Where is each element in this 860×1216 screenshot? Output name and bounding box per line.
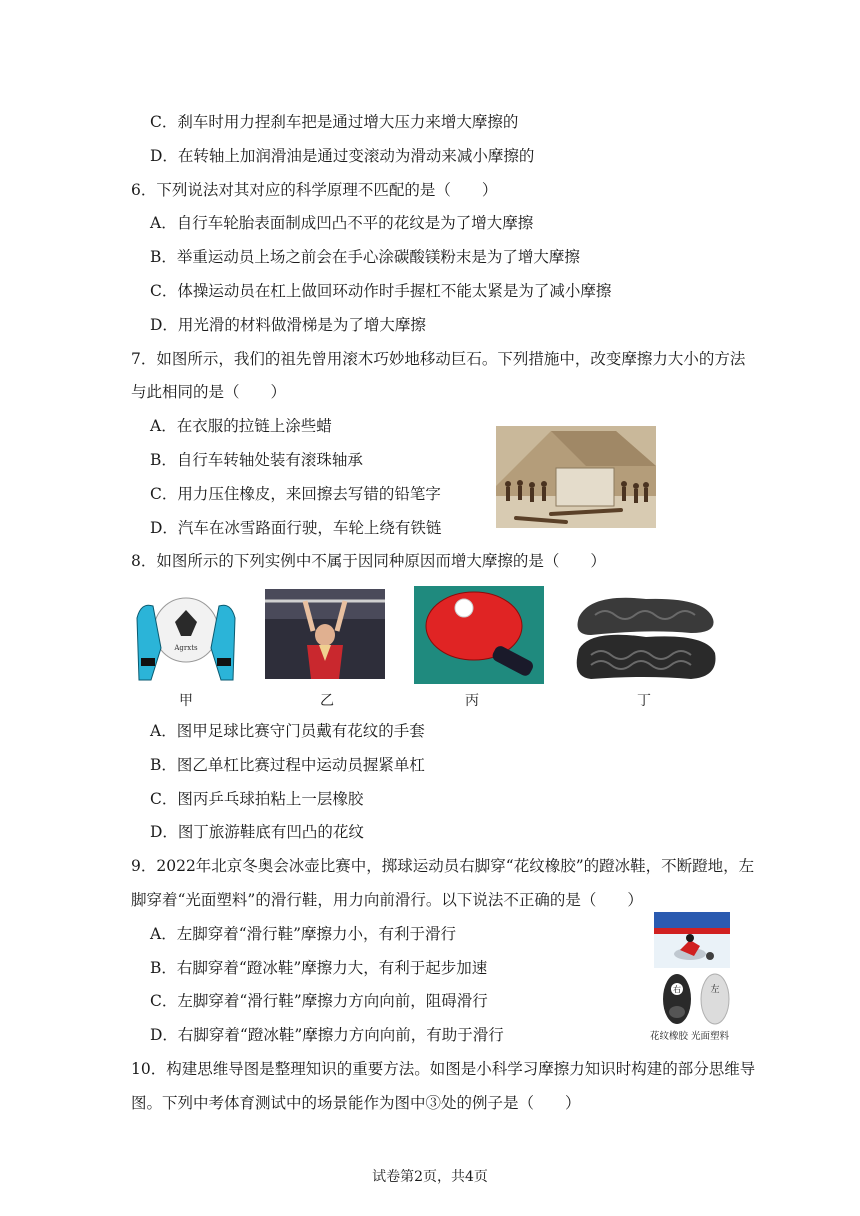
q7-stem-line1: 7．如图所示，我们的祖先曾用滚木巧妙地移动巨石。下列措施中，改变摩擦力大小的方法 (131, 350, 746, 368)
q6-stem: 6．下列说法对其对应的科学原理不匹配的是（ ） (131, 181, 498, 199)
rubber-sole-shoe-image (660, 972, 694, 1026)
q9-option-b: B．右脚穿着“蹬冰鞋”摩擦力大，有利于起步加速 (150, 959, 488, 977)
image-caption-jia: 甲 (179, 693, 193, 709)
q8-stem: 8．如图所示的下列实例中不属于因同种原因而增大摩擦的是（ ） (131, 552, 606, 570)
q5-option-d: D．在转轴上加润滑油是通过变滚动为滑动来减小摩擦的 (150, 147, 535, 165)
q9-option-c: C．左脚穿着“滑行鞋”摩擦力方向向前，阻碍滑行 (150, 992, 488, 1010)
image-caption-bing: 丙 (465, 693, 479, 709)
table-tennis-paddle-image (414, 586, 544, 684)
page-footer: 试卷第2页，共4页 (372, 1169, 488, 1185)
q6-option-d: D．用光滑的材料做滑梯是为了增大摩擦 (150, 316, 426, 334)
q6-option-b: B．举重运动员上场之前会在手心涂碳酸镁粉末是为了增大摩擦 (150, 248, 580, 266)
q10-stem-line1: 10．构建思维导图是整理知识的重要方法。如图是小科学习摩擦力知识时构建的部分思维导 (131, 1060, 756, 1078)
q7-option-a: A．在衣服的拉链上涂些蜡 (150, 417, 332, 435)
image-caption-ding: 丁 (637, 693, 651, 709)
q9-stem-line2: 脚穿着“光面塑料”的滑行鞋，用力向前滑行。以下说法不正确的是（ ） (131, 891, 643, 909)
q10-stem-line2: 图。下列中考体育测试中的场景能作为图中③处的例子是（ ） (131, 1094, 581, 1112)
q8-option-a: A．图甲足球比赛守门员戴有花纹的手套 (150, 722, 425, 740)
q7-stem-line2: 与此相同的是（ ） (131, 383, 287, 401)
image-caption-yi: 乙 (320, 693, 334, 709)
q8-option-c: C．图丙乒乓球拍粘上一层橡胶 (150, 790, 364, 808)
q8-option-b: B．图乙单杠比赛过程中运动员握紧单杠 (150, 756, 425, 774)
q7-option-c: C．用力压住橡皮，来回擦去写错的铅笔字 (150, 485, 441, 503)
q6-option-c: C．体操运动员在杠上做回环动作时手握杠不能太紧是为了减小摩擦 (150, 282, 612, 300)
left-shoe-char: 左 (710, 985, 720, 995)
rolling-logs-pyramid-image (496, 426, 656, 528)
q9-option-a: A．左脚穿着“滑行鞋”摩擦力小，有利于滑行 (150, 925, 457, 943)
q5-option-c: C．刹车时用力捏刹车把是通过增大压力来增大摩擦的 (150, 113, 519, 131)
shoe-image-caption: 花纹橡胶 光面塑料 (650, 1031, 730, 1042)
ball-brand-text: Agrxts (174, 644, 198, 652)
q7-option-d: D．汽车在冰雪路面行驶，车轮上绕有铁链 (150, 519, 442, 537)
goalkeeper-gloves-image (133, 588, 239, 686)
shoe-sole-image (571, 589, 721, 685)
q7-option-b: B．自行车转轴处装有滚珠轴承 (150, 451, 363, 469)
q9-stem-line1: 9．2022年北京冬奥会冰壶比赛中，掷球运动员右脚穿“花纹橡胶”的蹬冰鞋，不断蹬地，左 (131, 857, 755, 875)
plastic-sole-shoe-image (698, 972, 732, 1026)
high-bar-gymnast-image (265, 589, 385, 679)
q6-option-a: A．自行车轮胎表面制成凹凸不平的花纹是为了增大摩擦 (150, 214, 534, 232)
q9-option-d: D．右脚穿着“蹬冰鞋”摩擦力方向向前，有助于滑行 (150, 1026, 504, 1044)
q8-option-d: D．图丁旅游鞋底有凹凸的花纹 (150, 823, 364, 841)
right-shoe-char: 右 (673, 985, 681, 994)
curling-athlete-image (654, 912, 730, 968)
